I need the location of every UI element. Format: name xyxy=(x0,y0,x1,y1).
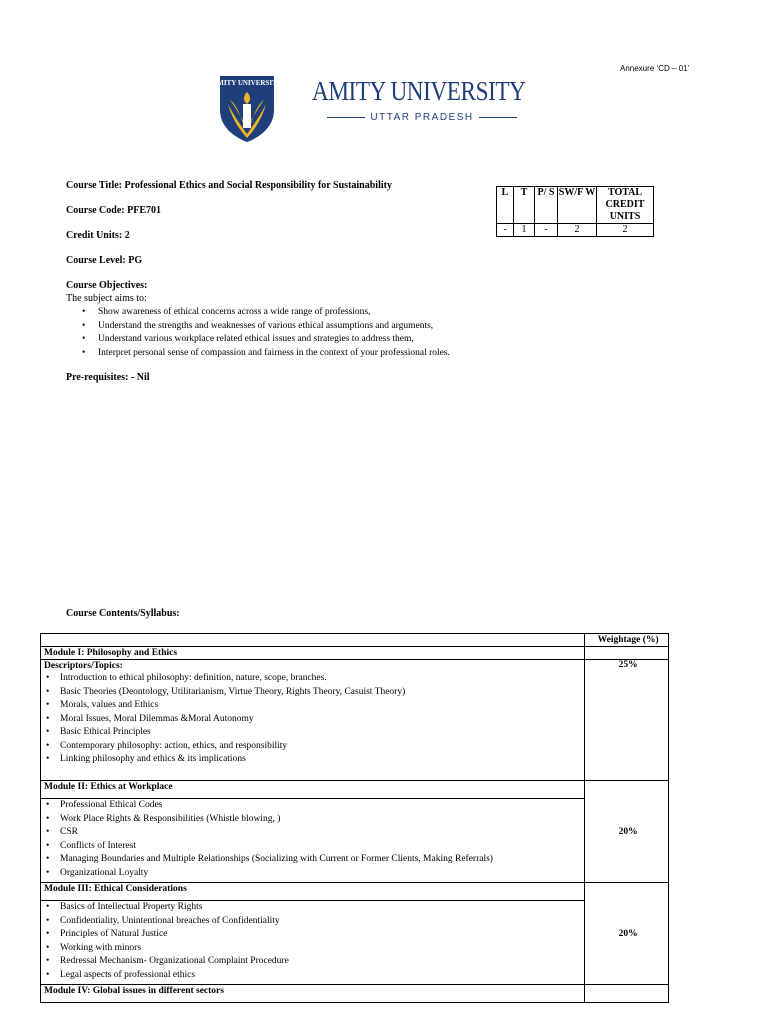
cell-total: 2 xyxy=(597,224,654,237)
list-item: • Redressal Mechanism- Organizational Complaint Procedure xyxy=(44,955,584,969)
table-row xyxy=(41,634,669,647)
objectives-intro: The subject aims to: xyxy=(66,293,147,304)
list-item: • Interpret personal sense of compassion and fairness in the context of your professional roles. xyxy=(80,347,450,361)
list-item: • Conflicts of Interest xyxy=(44,840,584,854)
objectives-heading: Course Objectives: xyxy=(66,280,148,291)
list-item: • Morals, values and Ethics xyxy=(44,699,584,713)
list-item: • Show awareness of ethical concerns across a wide range of professions, xyxy=(80,306,450,320)
prerequisites: Pre-requisites: - Nil xyxy=(66,372,150,383)
table-row xyxy=(41,647,669,660)
list-item: • Basic Theories (Deontology, Utilitarianism, Virtue Theory, Rights Theory, Casuist Theory) xyxy=(44,686,584,700)
table-row xyxy=(497,224,654,237)
module-4-title: Module IV: Global issues in different sectors xyxy=(41,985,585,1003)
cell-swfw: 2 xyxy=(558,224,597,237)
header-t: T xyxy=(514,187,535,224)
list-item: • Basic Ethical Principles xyxy=(44,726,584,740)
module-3-weight: 20% xyxy=(585,883,669,985)
list-item: • Basics of Intellectual Property Rights xyxy=(44,901,584,915)
table-row xyxy=(41,985,669,1003)
header-swfw: SW/F W xyxy=(558,187,597,224)
module-3-topics xyxy=(44,901,584,982)
header-l: L xyxy=(497,187,514,224)
list-item: • Moral Issues, Moral Dilemmas &Moral Autonomy xyxy=(44,713,584,727)
table-row xyxy=(41,883,669,901)
credits-table xyxy=(496,186,654,237)
objectives-list xyxy=(80,306,450,360)
annexure-label: Annexure ‘CD – 01’ xyxy=(620,64,690,73)
list-item: • Legal aspects of professional ethics xyxy=(44,969,584,983)
list-item: • Principles of Natural Justice xyxy=(44,928,584,942)
module-2-topics xyxy=(44,799,584,880)
course-level: Course Level: PG xyxy=(66,255,143,266)
table-row xyxy=(41,901,669,985)
table-row xyxy=(41,799,669,883)
table-row xyxy=(497,187,654,224)
module-1-title: Module I: Philosophy and Ethics xyxy=(41,647,585,660)
module-1-topics xyxy=(44,672,584,767)
brand-subtitle: UTTAR PRADESH xyxy=(318,112,526,123)
list-item: • CSR xyxy=(44,826,584,840)
module-2-weight: 20% xyxy=(585,781,669,883)
weightage-header: Weightage (%) xyxy=(585,634,669,647)
list-item: • Managing Boundaries and Multiple Relationships (Socializing with Current or Former Clients, Making Referrals) xyxy=(44,853,584,867)
contents-heading: Course Contents/Syllabus: xyxy=(66,608,180,619)
university-logo xyxy=(212,74,536,144)
header-ps: P/ S xyxy=(535,187,558,224)
cell-t: 1 xyxy=(514,224,535,237)
shield-text: AMITY UNIVERSITY xyxy=(212,79,282,87)
list-item: • Professional Ethical Codes xyxy=(44,799,584,813)
header-total: TOTAL CREDIT UNITS xyxy=(597,187,654,224)
module-3-title: Module III: Ethical Considerations xyxy=(41,883,585,901)
table-row xyxy=(41,660,669,781)
course-code: Course Code: PFE701 xyxy=(66,205,161,216)
brand-name: AMITY UNIVERSITY xyxy=(312,76,526,106)
list-item: • Understand various workplace related ethical issues and strategies to address them, xyxy=(80,333,450,347)
cell-l: - xyxy=(497,224,514,237)
table-row xyxy=(41,781,669,799)
list-item: • Confidentiality, Unintentional breaches of Confidentiality xyxy=(44,915,584,929)
list-item: • Contemporary philosophy: action, ethics, and responsibility xyxy=(44,740,584,754)
list-item: • Linking philosophy and ethics & its implications xyxy=(44,753,584,767)
course-title: Course Title: Professional Ethics and Social Responsibility for Sustainability xyxy=(66,180,392,191)
list-item: • Introduction to ethical philosophy: definition, nature, scope, branches. xyxy=(44,672,584,686)
list-item: • Organizational Loyalty xyxy=(44,867,584,881)
descriptor-label: Descriptors/Topics: xyxy=(44,661,123,671)
credit-units: Credit Units: 2 xyxy=(66,230,130,241)
syllabus-table xyxy=(40,633,669,1003)
list-item: • Working with minors xyxy=(44,942,584,956)
module-2-title: Module II: Ethics at Workplace xyxy=(41,781,585,799)
module-1-weight: 25% xyxy=(585,660,669,781)
shield-icon xyxy=(212,74,282,144)
cell-ps: - xyxy=(535,224,558,237)
list-item: • Work Place Rights & Responsibilities (Whistle blowing, ) xyxy=(44,813,584,827)
list-item: • Understand the strengths and weaknesses of various ethical assumptions and arguments, xyxy=(80,320,450,334)
